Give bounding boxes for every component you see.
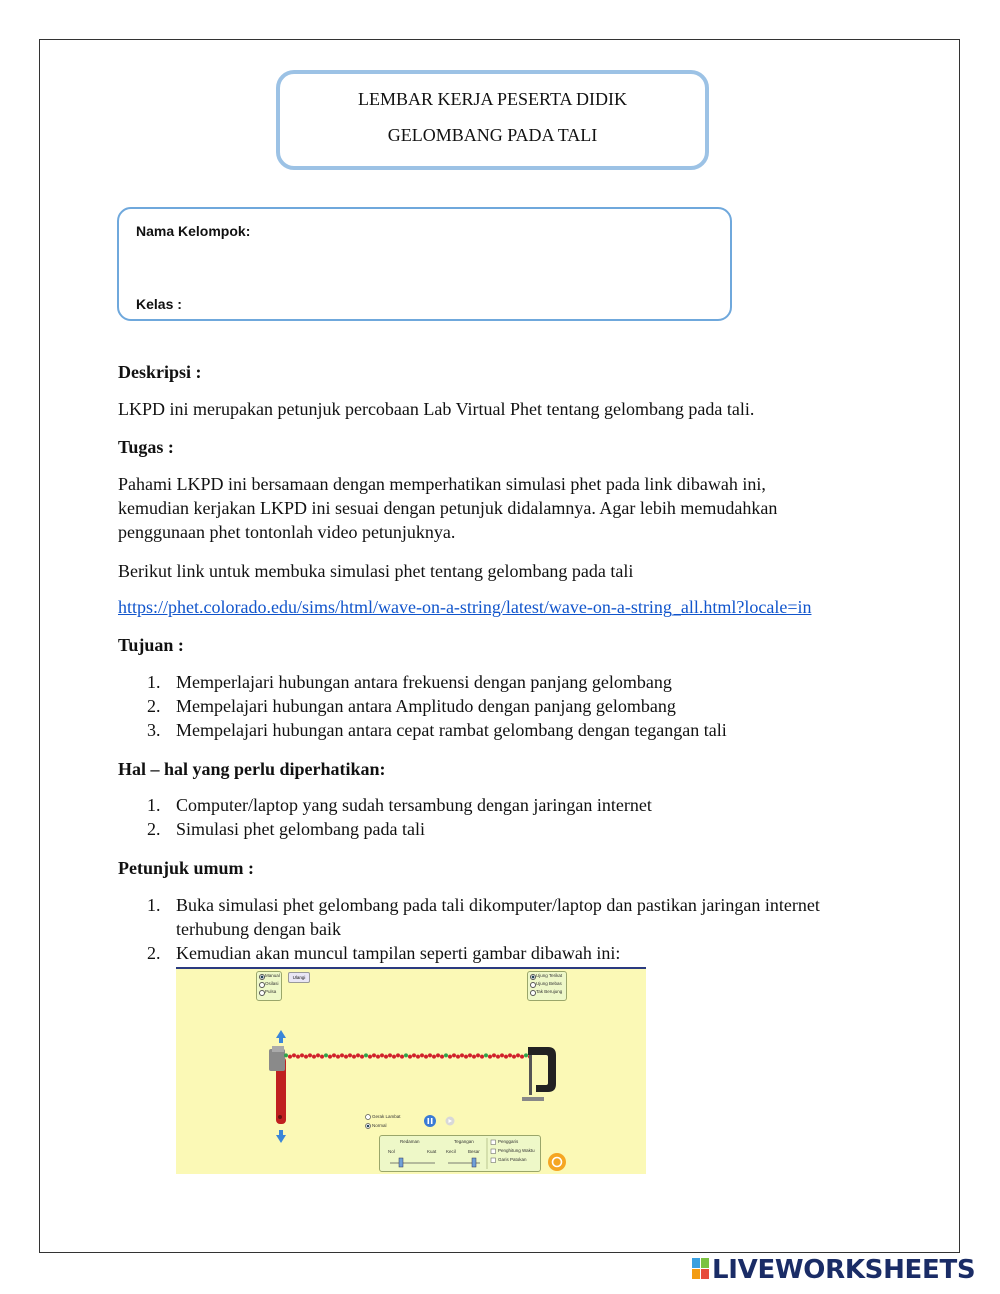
string-bead [296,1055,300,1059]
pause-button [424,1115,436,1127]
string-bead [448,1055,452,1059]
tujuan-heading: Tujuan : [118,635,184,655]
link-intro: Berikut link untuk membuka simulasi phet tentang gelombang pada tali [118,561,634,581]
string-bead [488,1055,492,1059]
list-number: 1. [147,895,161,915]
tension-slider-thumb [472,1158,476,1167]
string-bead [324,1053,328,1057]
list-number: 3. [147,720,161,740]
string-bead [432,1055,436,1059]
petunjuk-item-1-line-2: terhubung dengan baik [176,919,341,939]
string-bead [496,1055,500,1059]
string-bead [340,1053,344,1057]
string-bead [352,1055,356,1059]
speed-option-slow[interactable]: Gerak Lambat [372,1114,401,1119]
petunjuk-item-1-line-1: Buka simulasi phet gelombang pada tali dikomputer/laptop dan pastikan jaringan internet [176,895,820,915]
string-bead [484,1053,488,1057]
string-bead [476,1053,480,1057]
string-bead [336,1055,340,1059]
clamp-icon [528,1047,556,1092]
deskripsi-heading: Deskripsi : [118,362,202,382]
tension-max: Besar [468,1149,480,1154]
tugas-heading: Tugas : [118,437,174,457]
string-bead [468,1053,472,1057]
liveworksheets-icon [692,1258,710,1280]
string-bead [520,1055,524,1059]
tugas-text-line-3: penggunaan phet tontonlah video petunjuknya. [118,522,456,542]
phet-link[interactable]: https://phet.colorado.edu/sims/html/wave-on-a-string/latest/wave-on-a-string_all.html?locale=in [118,597,812,617]
reset-all-button [548,1153,566,1171]
string-bead [460,1053,464,1057]
title-line-2: GELOMBANG PADA TALI [387,125,598,145]
phet-simulation-screenshot [176,967,646,1174]
damping-max: Kuat [427,1149,437,1154]
string-bead [320,1055,324,1059]
tujuan-item-2: Mempelajari hubungan antara Amplitudo dengan panjang gelombang [176,696,676,716]
mode-option-pulsa[interactable]: Pulsa [257,988,281,996]
string-bead [424,1055,428,1059]
end-option-fixed[interactable]: Ujung Terikat [528,972,566,980]
hal-item-1: Computer/laptop yang sudah tersambung dengan jaringan internet [176,795,652,815]
list-number: 2. [147,819,161,839]
string-bead [288,1055,292,1059]
deskripsi-text: LKPD ini merupakan petunjuk percobaan Lab Virtual Phet tentang gelombang pada tali. [118,399,755,419]
timer-checkbox[interactable]: Penghitung Waktu [498,1148,535,1153]
damping-min: Nol [388,1149,395,1154]
tension-min: Kecil [446,1149,456,1154]
end-option-none[interactable]: Tak Berujung [528,988,566,996]
string-bead [396,1053,400,1057]
string-bead [436,1053,440,1057]
down-arrow-icon [276,1130,286,1143]
string-bead [420,1053,424,1057]
group-name-label: Nama Kelompok: [136,223,251,239]
reference-line-checkbox[interactable]: Garis Patokan [498,1157,527,1162]
string-bead [524,1053,528,1057]
string-bead [388,1053,392,1057]
string-bead [332,1053,336,1057]
petunjuk-heading: Petunjuk umum : [118,858,255,878]
brand-text: LIVEWORKSHEETS [712,1255,976,1285]
string-bead [452,1053,456,1057]
string-bead [380,1053,384,1057]
group-info-box [117,207,732,321]
string-bead [400,1055,404,1059]
string-bead [376,1055,380,1059]
hal-heading: Hal – hal yang perlu diperhatikan: [118,759,386,779]
string-bead [392,1055,396,1059]
string-bead [472,1055,476,1059]
tujuan-item-3: Mempelajari hubungan antara cepat rambat gelombang dengan tegangan tali [176,720,727,740]
ruler-checkbox[interactable]: Penggaris [498,1139,519,1144]
string-bead [360,1055,364,1059]
string-bead [284,1053,288,1057]
string-bead [504,1055,508,1059]
string-bead [312,1055,316,1059]
reset-button[interactable]: Ulangi [288,972,310,983]
tujuan-item-1: Memperlajari hubungan antara frekuensi dengan panjang gelombang [176,672,672,692]
string-bead [456,1055,460,1059]
list-number: 1. [147,672,161,692]
string-bead [412,1053,416,1057]
string-bead [308,1053,312,1057]
string-bead [480,1055,484,1059]
string-bead [444,1053,448,1057]
list-number: 2. [147,943,161,963]
string-bead [440,1055,444,1059]
string-bead [512,1055,516,1059]
string-bead [356,1053,360,1057]
end-option-loose[interactable]: Ujung Bebas [528,980,566,988]
hal-item-2: Simulasi phet gelombang pada tali [176,819,425,839]
string-bead [364,1053,368,1057]
liveworksheets-logo [692,1256,975,1284]
string-bead [348,1053,352,1057]
title-box [276,70,709,170]
string-bead [316,1053,320,1057]
tugas-text-line-2: kemudian kerjakan LKPD ini sesuai dengan petunjuk didalamnya. Agar lebih memudahkan [118,498,778,518]
string-bead [304,1055,308,1059]
title-line-1: LEMBAR KERJA PESERTA DIDIK [358,89,627,109]
string-bead [372,1053,376,1057]
speed-option-normal[interactable]: Normal [372,1123,387,1128]
string-bead [516,1053,520,1057]
list-number: 1. [147,795,161,815]
wave-string [284,1053,532,1058]
mode-option-manual[interactable]: Manual [257,972,281,980]
string-bead [416,1055,420,1059]
string-bead [428,1053,432,1057]
list-number: 2. [147,696,161,716]
string-bead [344,1055,348,1059]
string-bead [492,1053,496,1057]
controls-panel [379,1135,541,1172]
string-bead [368,1055,372,1059]
damping-label: Redaman [400,1139,420,1144]
string-bead [384,1055,388,1059]
string-bead [500,1053,504,1057]
mode-option-osilasi[interactable]: Osilasi [257,980,281,988]
tugas-text-line-1: Pahami LKPD ini bersamaan dengan memperhatikan simulasi phet pada link dibawah ini, [118,474,766,494]
class-label: Kelas : [136,296,182,312]
string-bead [292,1053,296,1057]
string-bead [408,1055,412,1059]
string-bead [328,1055,332,1059]
string-bead [300,1053,304,1057]
tension-label: Tegangan [454,1139,474,1144]
up-arrow-icon [276,1030,286,1043]
string-bead [508,1053,512,1057]
string-bead [404,1053,408,1057]
string-bead [464,1055,468,1059]
damping-slider-thumb [399,1158,403,1167]
petunjuk-item-2: Kemudian akan muncul tampilan seperti gambar dibawah ini: [176,943,621,963]
